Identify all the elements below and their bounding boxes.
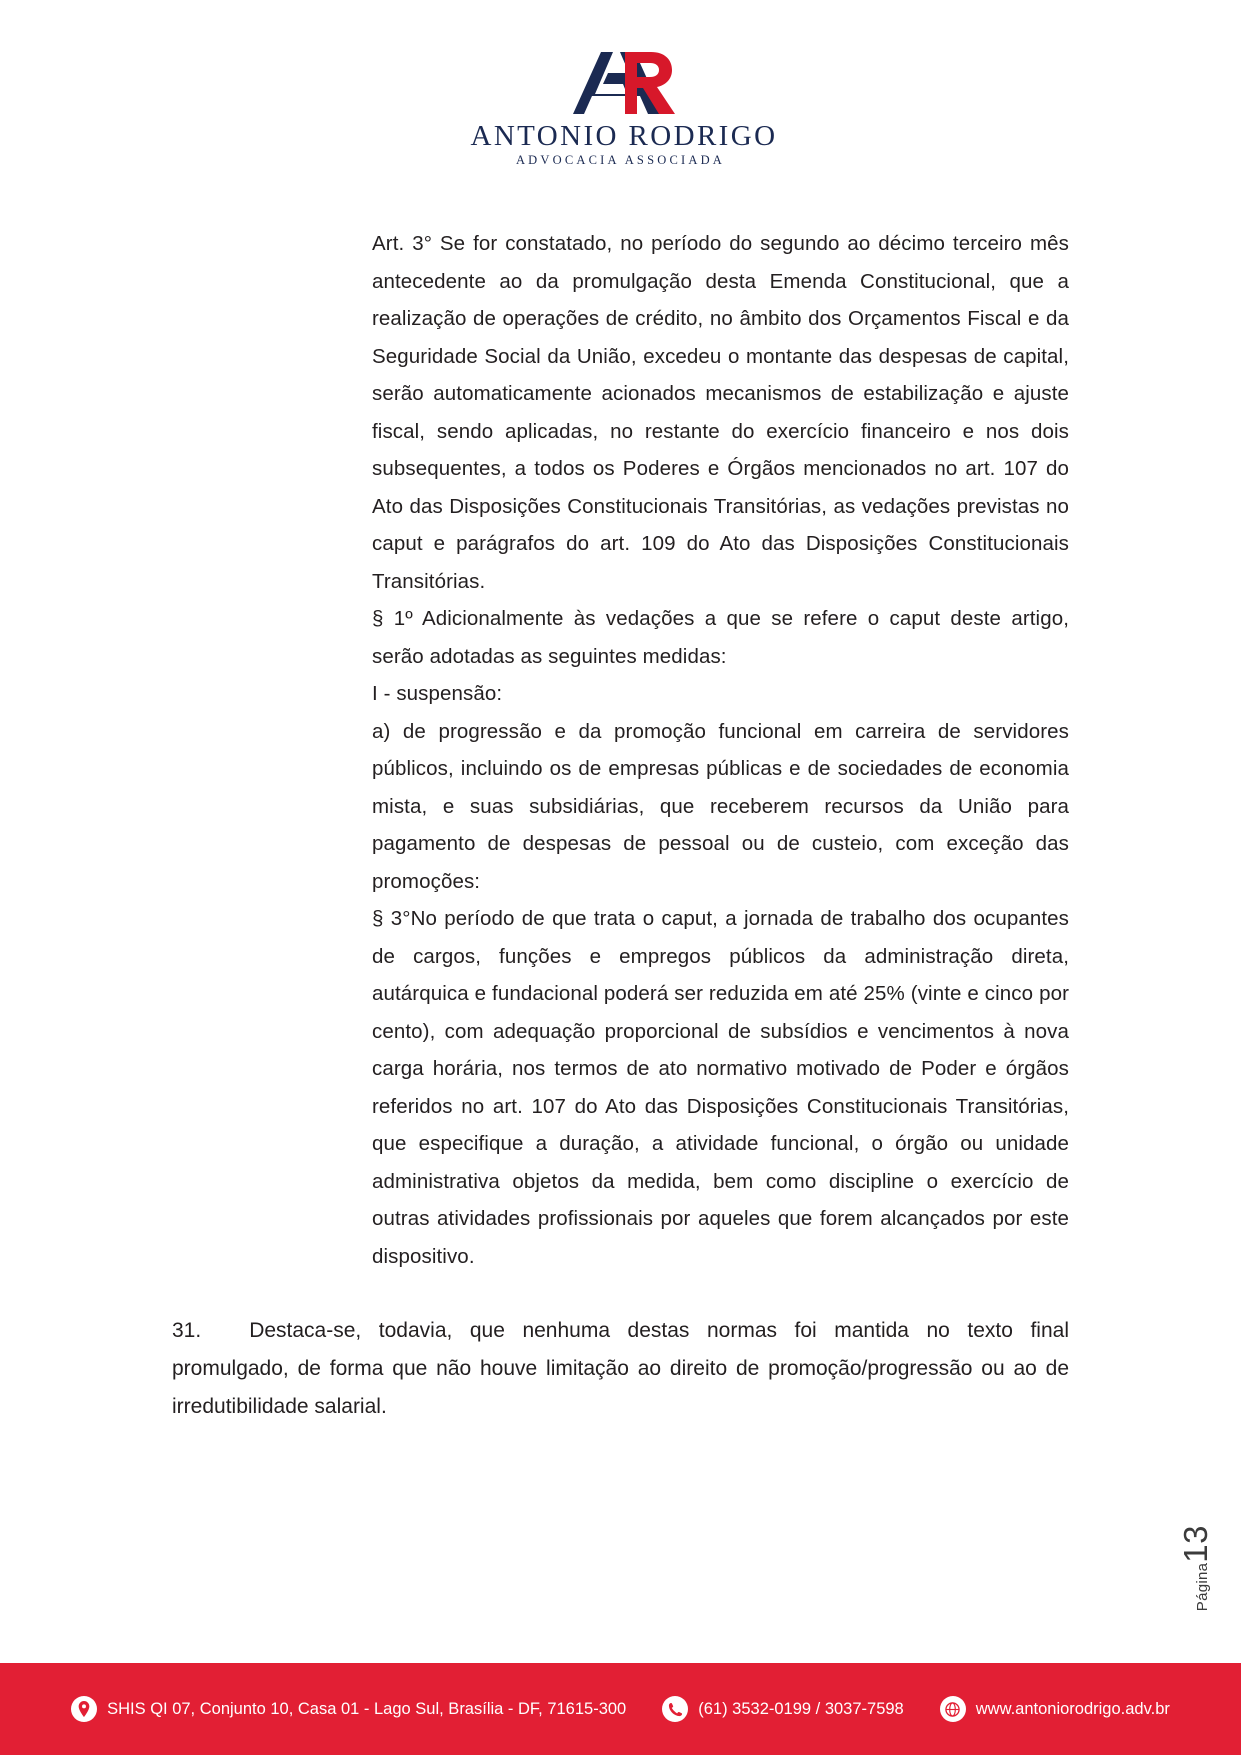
firm-tagline: ADVOCACIA ASSOCIADA (515, 153, 726, 167)
numbered-paragraph (172, 1312, 1069, 1426)
paragraph-number: 31. (172, 1319, 202, 1342)
quote-paragraph: a) de progressão e da promoção funcional em carreira de servidores públicos, incluindo os de empresas públicas e de sociedades de economia mista, e suas subsidiárias, que receberem recursos da União para pagamento de despesas de pessoal ou de custeio, com exceção das promoções: (372, 719, 1069, 893)
footer-address-text: SHIS QI 07, Conjunto 10, Casa 01 - Lago Sul, Brasília - DF, 71615-300 (107, 1699, 627, 1718)
firm-logo (470, 46, 778, 167)
document-body (0, 225, 1241, 1426)
page-number-label: Página (1194, 1562, 1211, 1612)
quote-paragraph: § 1º Adicionalmente às vedações a que se refere o caput deste artigo, serão adotadas as seguintes medidas: (372, 607, 1069, 668)
footer-address (71, 1696, 626, 1722)
phone-icon (662, 1696, 688, 1722)
quote-paragraph: I - suspensão: (372, 682, 503, 705)
firm-name: ANTONIO RODRIGO (470, 120, 778, 152)
globe-icon (940, 1696, 966, 1722)
page-number (1177, 1525, 1215, 1611)
quote-paragraph: Art. 3° Se for constatado, no período do segundo ao décimo terceiro mês antecedente ao da promulgação desta Emenda Constitucional, que a realização de operações de crédito, no âmbito dos Orçamentos Fiscal e da Seguridade Social da União, excedeu o montante das despesas de capital, serão automaticamente acionados mecanismos de estabilização e ajuste fiscal, sendo aplicadas, no restante do exercício financeiro e nos dois subsequentes, a todos os Poderes e Órgãos mencionados no art. 107 do Ato das Disposições Constitucionais Transitórias, as vedações previstas no caput e parágrafos do art. 109 do Ato das Disposições Constitucionais Transitórias. (372, 232, 1069, 593)
footer-bar (0, 1663, 1241, 1755)
letterhead (0, 0, 1241, 167)
footer-website[interactable] (940, 1696, 1170, 1722)
paragraph-text: Destaca-se, todavia, que nenhuma destas normas foi mantida no texto final promulgado, de forma que não houve limitação ao direito de promoção/progressão ou ao de irredutibilidade salarial. (172, 1319, 1069, 1418)
location-pin-icon (71, 1696, 97, 1722)
footer-website-text: www.antoniorodrigo.adv.br (975, 1699, 1170, 1718)
page-number-value: 13 (1177, 1525, 1214, 1563)
footer-phone (662, 1696, 904, 1722)
quoted-legal-text (172, 225, 1069, 1275)
ar-monogram-icon (565, 46, 677, 118)
footer-phone-text: (61) 3532-0199 / 3037-7598 (698, 1699, 904, 1718)
quote-paragraph: § 3°No período de que trata o caput, a jornada de trabalho dos ocupantes de cargos, funções e empregos públicos da administração direta, autárquica e fundacional poderá ser reduzida em até 25% (vinte e cinco por cento), com adequação proporcional de subsídios e vencimentos à nova carga horária, nos termos de ato normativo motivado de Poder e órgãos referidos no art. 107 do Ato das Disposições Constitucionais Transitórias, que especifique a duração, a atividade funcional, o órgão ou unidade administrativa objetos da medida, bem como discipline o exercício de outras atividades profissionais por aqueles que forem alcançados por este dispositivo. (372, 907, 1069, 1268)
